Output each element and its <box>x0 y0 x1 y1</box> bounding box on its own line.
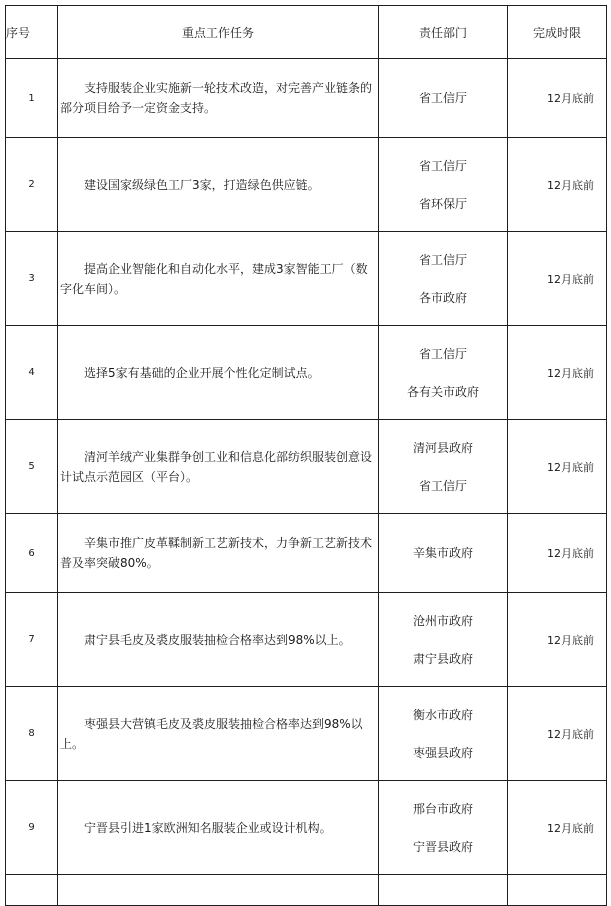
task-cell <box>58 59 379 138</box>
empty-cell <box>58 875 379 906</box>
header-row <box>6 6 607 59</box>
row-number: 2 <box>6 138 58 232</box>
deadline-cell: 12月底前 <box>508 687 607 781</box>
table-body <box>6 59 607 906</box>
table-row <box>6 59 607 138</box>
deadline-cell: 12月底前 <box>508 514 607 593</box>
task-cell <box>58 326 379 420</box>
dept-cell <box>379 687 508 781</box>
dept-name: 枣强县政府 <box>412 745 473 760</box>
table-row <box>6 687 607 781</box>
dept-name: 辛集市政府 <box>412 546 473 560</box>
deadline-cell: 12月底前 <box>508 781 607 875</box>
row-number: 7 <box>6 593 58 687</box>
row-number: 8 <box>6 687 58 781</box>
deadline-cell: 12月底前 <box>508 593 607 687</box>
deadline-cell: 12月底前 <box>508 326 607 420</box>
table-header <box>6 6 607 59</box>
dept-name: 各市政府 <box>418 290 467 305</box>
dept-name: 省工信厅 <box>418 91 467 105</box>
row-number: 5 <box>6 420 58 514</box>
dept-cell <box>379 59 508 138</box>
row-number: 6 <box>6 514 58 593</box>
dept-name: 省工信厅 <box>418 158 467 173</box>
table-row <box>6 138 607 232</box>
dept-name: 衡水市政府 <box>412 707 473 722</box>
task-cell <box>58 138 379 232</box>
task-cell <box>58 420 379 514</box>
dept-name: 沧州市政府 <box>412 613 473 628</box>
dept-name: 省工信厅 <box>418 478 467 493</box>
dept-name: 宁晋县政府 <box>412 839 473 854</box>
task-text: 支持服装企业实施新一轮技术改造，对完善产业链条的部分项目给予一定资金支持。 <box>60 81 373 115</box>
empty-cell <box>379 875 508 906</box>
task-text: 枣强县大营镇毛皮及裘皮服装抽检合格率达到98%以上。 <box>60 716 363 751</box>
task-cell <box>58 514 379 593</box>
task-text: 选择5家有基础的企业开展个性化定制试点。 <box>84 365 320 380</box>
dept-name: 肃宁县政府 <box>412 651 473 666</box>
row-number: 3 <box>6 232 58 326</box>
deadline-cell: 12月底前 <box>508 232 607 326</box>
dept-name: 清河县政府 <box>412 440 473 455</box>
dept-cell <box>379 232 508 326</box>
deadline-cell: 12月底前 <box>508 420 607 514</box>
dept-name: 各有关市政府 <box>406 384 479 399</box>
deadline-cell: 12月底前 <box>508 138 607 232</box>
table-row-partial <box>6 875 607 906</box>
dept-name: 省环保厅 <box>418 196 467 211</box>
dept-name: 邢台市政府 <box>412 801 473 816</box>
dept-name: 省工信厅 <box>418 252 467 267</box>
dept-cell <box>379 326 508 420</box>
header-deadline: 完成时限 <box>508 6 607 59</box>
header-task: 重点工作任务 <box>58 6 379 59</box>
dept-cell <box>379 138 508 232</box>
task-text: 宁晋县引进1家欧洲知名服装企业或设计机构。 <box>84 820 332 835</box>
row-number: 1 <box>6 59 58 138</box>
table-row <box>6 781 607 875</box>
task-text: 辛集市推广皮革鞣制新工艺新技术，力争新工艺新技术普及率突破80%。 <box>60 536 373 570</box>
dept-name: 省工信厅 <box>418 346 467 361</box>
header-no: 序号 <box>6 6 58 59</box>
task-cell <box>58 593 379 687</box>
table-row <box>6 593 607 687</box>
table-row <box>6 232 607 326</box>
task-cell <box>58 687 379 781</box>
task-text: 提高企业智能化和自动化水平，建成3家智能工厂（数字化车间）。 <box>60 261 368 296</box>
dept-cell <box>379 593 508 687</box>
table-row <box>6 514 607 593</box>
empty-cell <box>508 875 607 906</box>
table-row <box>6 420 607 514</box>
dept-cell <box>379 514 508 593</box>
table-row <box>6 326 607 420</box>
dept-cell <box>379 420 508 514</box>
task-text: 肃宁县毛皮及裘皮服装抽检合格率达到98%以上。 <box>84 632 351 647</box>
header-dept: 责任部门 <box>379 6 508 59</box>
dept-cell <box>379 781 508 875</box>
task-text: 建设国家级绿色工厂3家，打造绿色供应链。 <box>84 177 320 192</box>
row-number: 4 <box>6 326 58 420</box>
task-text: 清河羊绒产业集群争创工业和信息化部纺织服装创意设计试点示范园区（平台）。 <box>60 449 373 484</box>
task-cell <box>58 781 379 875</box>
deadline-cell: 12月底前 <box>508 59 607 138</box>
empty-cell <box>6 875 58 906</box>
task-table <box>5 5 607 906</box>
row-number: 9 <box>6 781 58 875</box>
task-cell <box>58 232 379 326</box>
